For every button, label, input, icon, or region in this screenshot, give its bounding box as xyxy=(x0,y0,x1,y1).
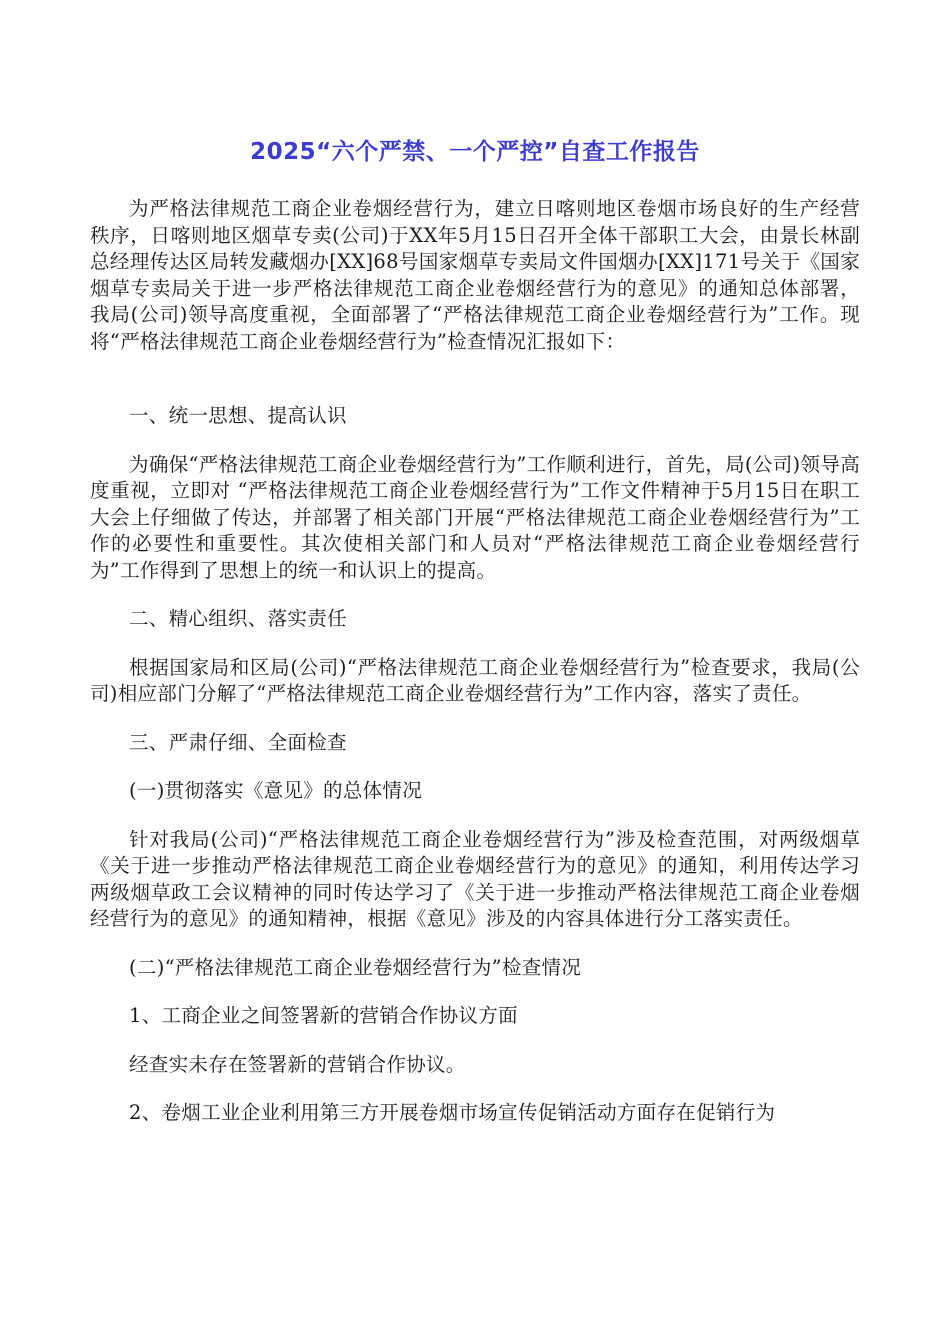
section-heading-3: 三、严肃仔细、全面检查 xyxy=(129,730,347,754)
paragraph-item-1: 经查实未存在签署新的营销合作协议。 xyxy=(129,1052,466,1076)
paragraph-section-2: 根据国家局和区局(公司)“严格法律规范工商企业卷烟经营行为”检查要求，我局(公司)相应部门分解了“严格法律规范工商企业卷烟经营行为”工作内容，落实了责任。 xyxy=(90,655,860,705)
paragraph-intro: 为严格法律规范工商企业卷烟经营行为，建立日喀则地区卷烟市场良好的生产经营秩序，日喀则地区烟草专卖(公司)于XX年5月15日召开全体干部职工大会，由景长林副总经理传达区局转发藏烟办[XX]68号国家烟草专卖局文件国烟办[XX]171号关于《国家烟草专卖局关于进一步严格法律规范工商企业卷烟经营行为的意见》的通知总体部署，我局(公司)领导高度重视，全面部署了“严格法律规范工商企业卷烟经营行为”工作。现将“严格法律规范工商企业卷烟经营行为”检查情况汇报如下： xyxy=(90,197,860,353)
section-heading-2: 二、精心组织、落实责任 xyxy=(129,607,347,630)
subsection-heading-2: (二)“严格法律规范工商企业卷烟经营行为”检查情况 xyxy=(129,955,582,979)
document-body xyxy=(90,196,860,1127)
paragraph-section-1: 为确保“严格法律规范工商企业卷烟经营行为”工作顺利进行，首先，局(公司)领导高度重视，立即对 “严格法律规范工商企业卷烟经营行为”工作文件精神于5月15日在职工大会上仔细做了传达，并部署了相关部门开展“严格法律规范工商企业卷烟经营行为”工作的必要性和重要性。其次使相关部门和人员对“严格法律规范工商企业卷烟经营行为”工作得到了思想上的统一和认识上的提高。 xyxy=(90,452,860,582)
document-title: 2025“六个严禁、一个严控”自查工作报告 xyxy=(250,139,700,165)
item-heading-2: 2、卷烟工业企业利用第三方开展卷烟市场宣传促销活动方面存在促销行为 xyxy=(129,1101,776,1124)
section-heading-1: 一、统一思想、提高认识 xyxy=(129,404,347,427)
item-heading-1: 1、工商企业之间签署新的营销合作协议方面 xyxy=(129,1004,518,1027)
subsection-heading-1: (一)贯彻落实《意见》的总体情况 xyxy=(129,779,423,802)
paragraph-subsection-1: 针对我局(公司)“严格法律规范工商企业卷烟经营行为”涉及检查范围，对两级烟草《关于进一步推动严格法律规范工商企业卷烟经营行为的意见》的通知，利用传达学习两级烟草政工会议精神的同时传达学习了《关于进一步推动严格法律规范工商企业卷烟经营行为的意见》的通知精神，根据《意见》涉及的内容具体进行分工落实责任。 xyxy=(90,827,860,930)
